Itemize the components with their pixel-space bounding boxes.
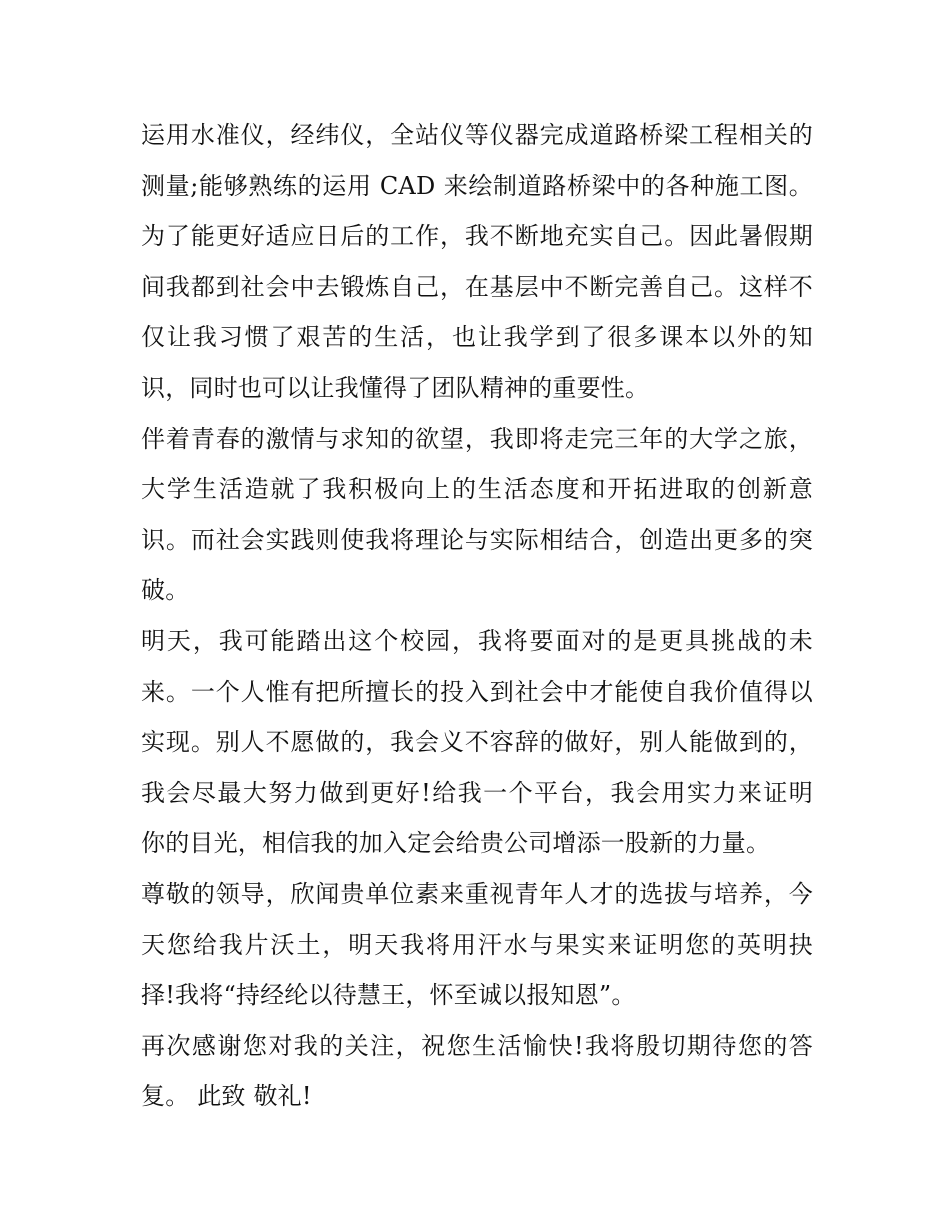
text-line-13: 实现。别人不愿做的，我会义不容辞的做好，别人能做到的， bbox=[141, 728, 813, 757]
text-line-7: 伴着青春的激情与求知的欲望，我即将走完三年的大学之旅， bbox=[141, 424, 813, 453]
text-line-2: 测量;能够熟练的运用 CAD 来绘制道路桥梁中的各种施工图。 bbox=[141, 171, 813, 200]
text-line-20: 复。 此致 敬礼! bbox=[141, 1082, 312, 1111]
text-line-4: 间我都到社会中去锻炼自己，在基层中不断完善自己。这样不 bbox=[141, 272, 813, 301]
text-line-8: 大学生活造就了我积极向上的生活态度和开拓进取的创新意 bbox=[141, 475, 813, 504]
text-line-10: 破。 bbox=[141, 576, 190, 605]
text-line-3: 为了能更好适应日后的工作，我不断地充实自己。因此暑假期 bbox=[141, 222, 813, 251]
text-line-12: 来。一个人惟有把所擅长的投入到社会中才能使自我价值得以 bbox=[141, 677, 813, 706]
text-line-11: 明天，我可能踏出这个校园，我将要面对的是更具挑战的未 bbox=[141, 626, 813, 655]
text-line-18: 择!我将“持经纶以待慧王，怀至诚以报知恩”。 bbox=[141, 981, 636, 1010]
letter-body bbox=[141, 110, 813, 1122]
text-line-1: 运用水准仪，经纬仪，全站仪等仪器完成道路桥梁工程相关的 bbox=[141, 121, 813, 149]
text-line-15: 你的目光，相信我的加入定会给贵公司增添一股新的力量。 bbox=[141, 829, 771, 858]
text-line-6: 识，同时也可以让我懂得了团队精神的重要性。 bbox=[141, 373, 650, 402]
text-line-16: 尊敬的领导，欣闻贵单位素来重视青年人才的选拔与培养，今 bbox=[141, 879, 813, 908]
text-line-5: 仅让我习惯了艰苦的生活，也让我学到了很多课本以外的知 bbox=[141, 323, 813, 352]
text-line-9: 识。而社会实践则使我将理论与实际相结合，创造出更多的突 bbox=[141, 525, 813, 554]
text-line-17: 天您给我片沃土，明天我将用汗水与果实来证明您的英明抉 bbox=[141, 930, 813, 959]
text-line-19: 再次感谢您对我的关注，祝您生活愉快!我将殷切期待您的答 bbox=[141, 1031, 813, 1060]
text-line-14: 我会尽最大努力做到更好!给我一个平台，我会用实力来证明 bbox=[141, 778, 813, 807]
